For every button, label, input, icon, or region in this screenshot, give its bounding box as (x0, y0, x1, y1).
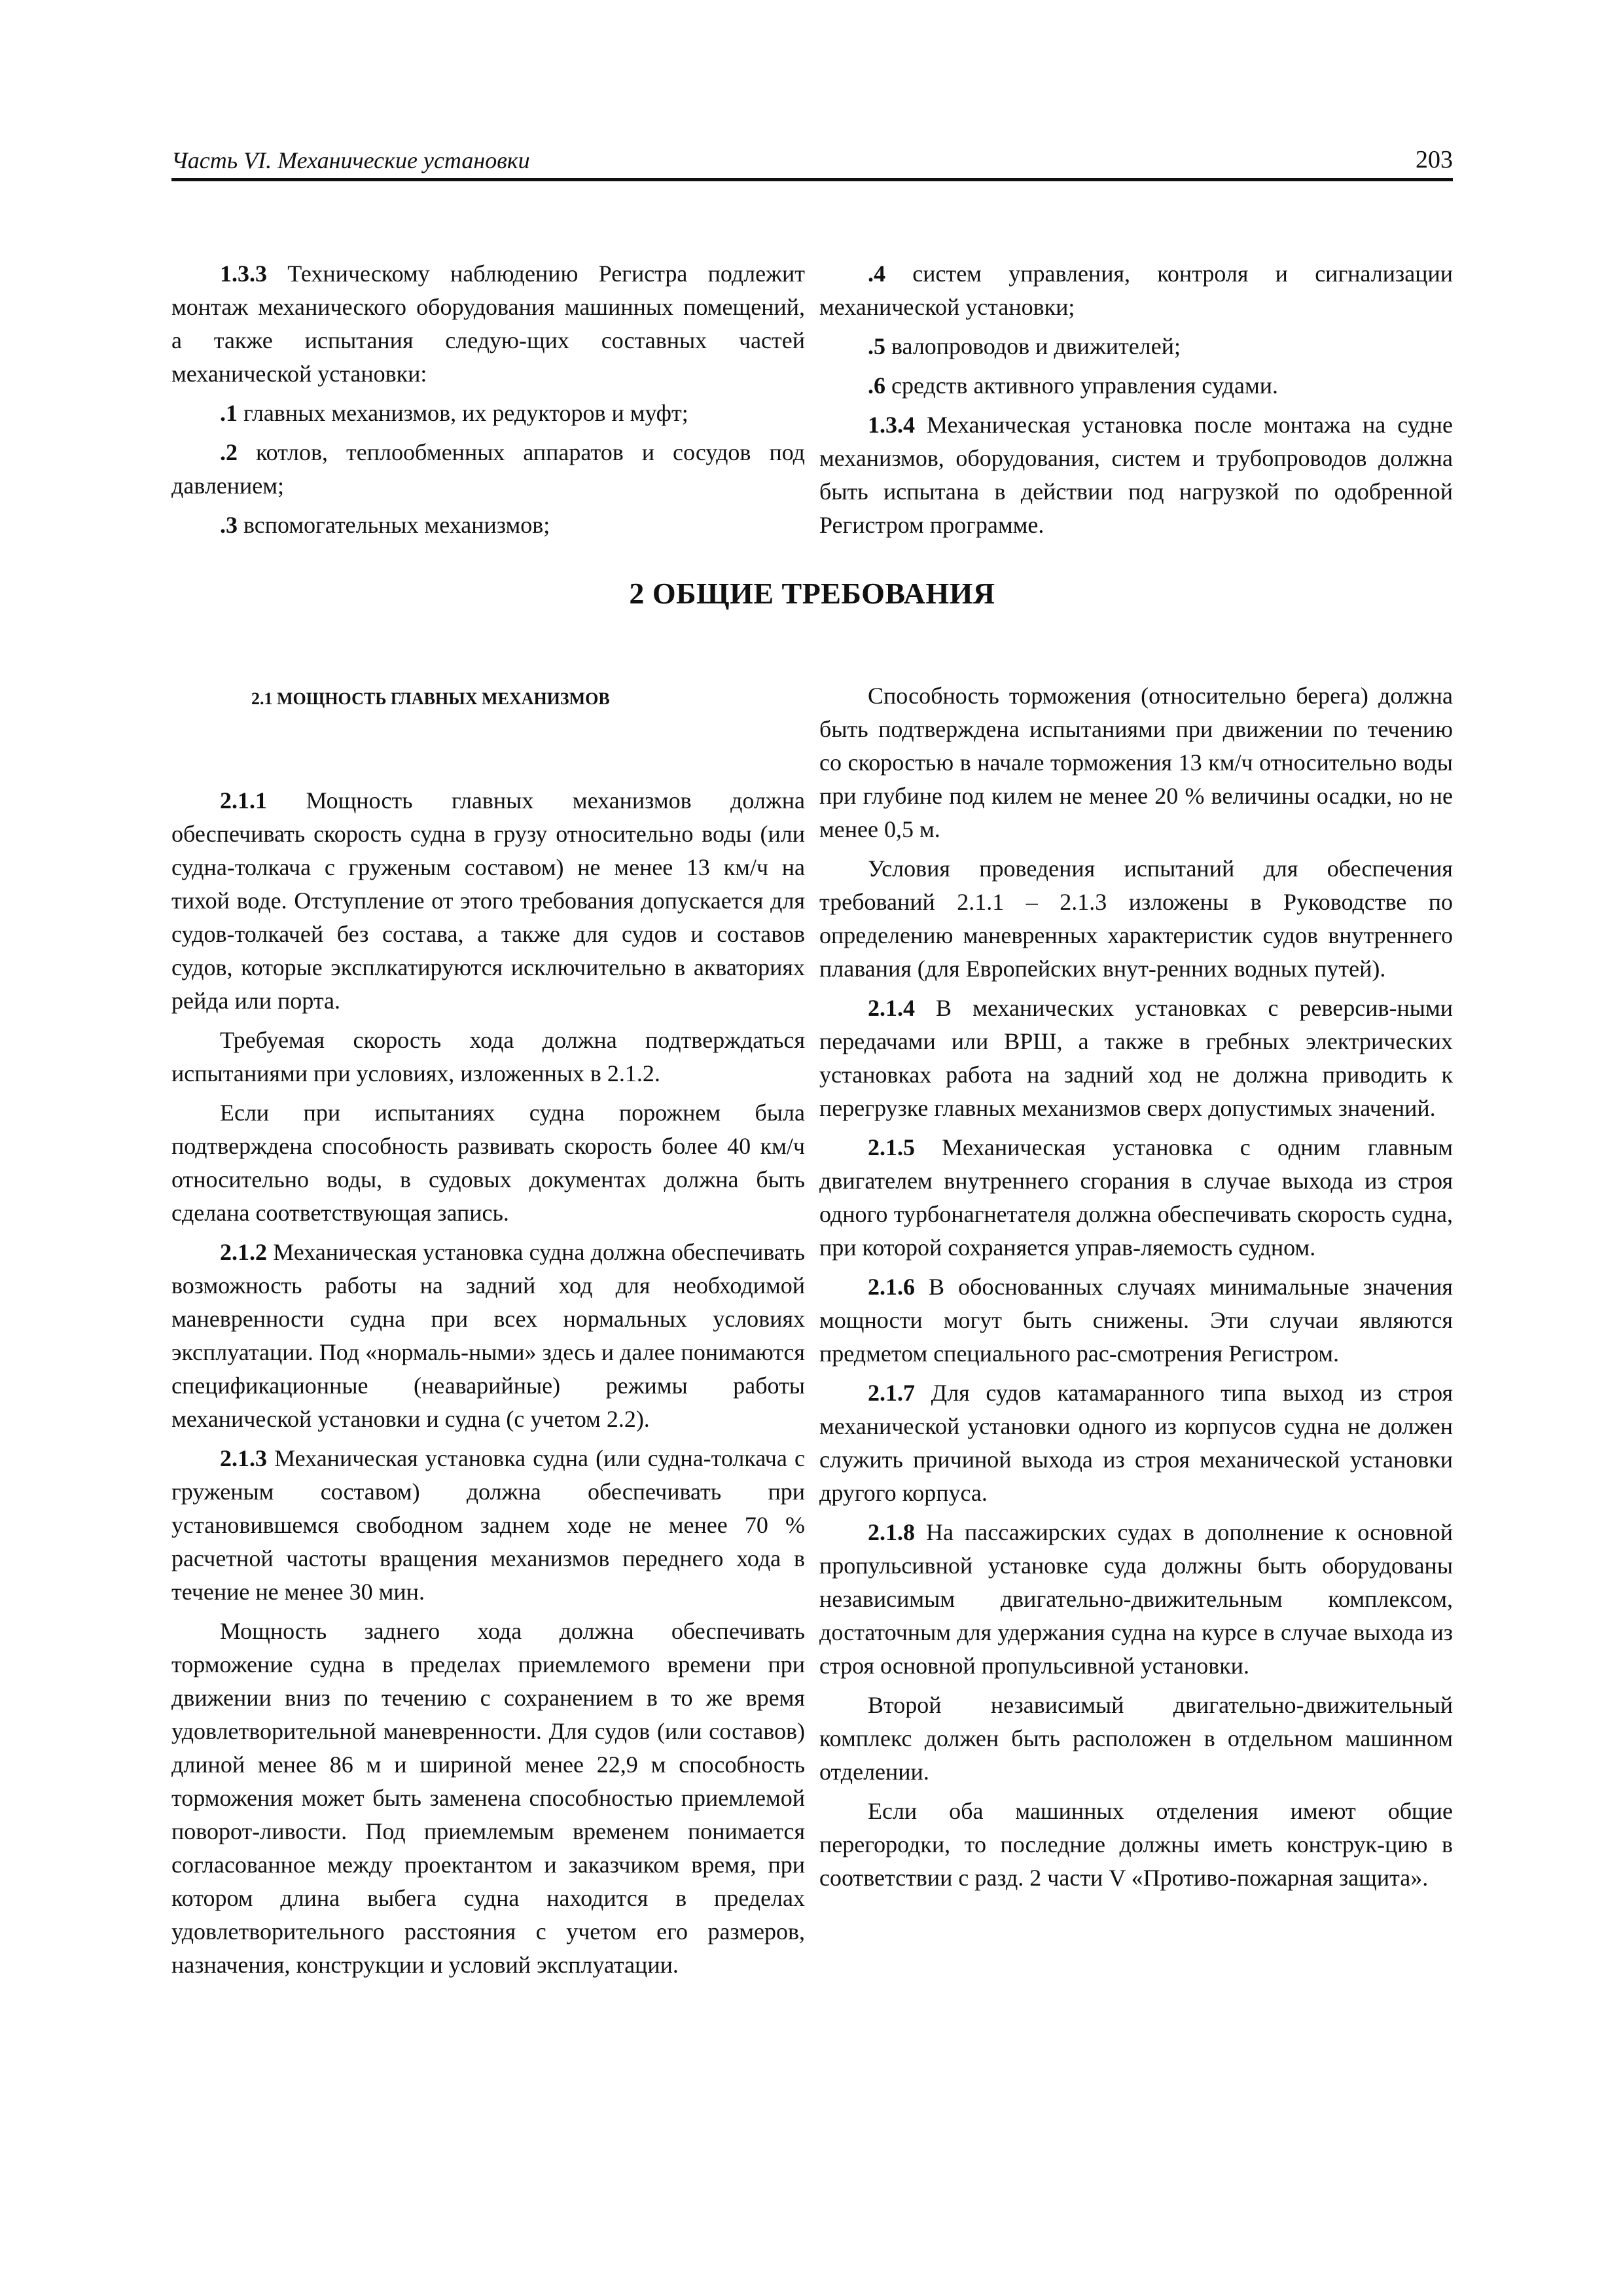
paragraph-text: систем управления, контроля и сигнализации механической установки; (819, 260, 1453, 320)
paragraph (171, 509, 805, 542)
paragraph-text: Требуемая скорость хода должна подтверждаться испытаниями при условиях, изложенных в 2.1.2. (171, 1027, 805, 1086)
paragraph-text: В механических установках с реверсив-ными передачами или ВРШ, а также в гребных электрических установках работа на задний ход не должна приводить к перегрузке главных механизмов сверх допустимых значений. (819, 995, 1453, 1121)
paragraph (819, 1376, 1453, 1510)
paragraph (171, 436, 805, 503)
paragraph-text: котлов, теплообменных аппаратов и сосудов под давлением; (171, 439, 805, 499)
paragraph (171, 257, 805, 391)
paragraph (171, 1096, 805, 1230)
clause-number: 2.1.5 (868, 1134, 915, 1160)
clause-number: .2 (220, 439, 238, 465)
paragraph (819, 992, 1453, 1125)
paragraph (819, 408, 1453, 542)
paragraph-text: Второй независимый двигательно-движительный комплекс должен быть расположен в отдельном машинном отделении. (819, 1692, 1453, 1785)
main-right-column (819, 679, 1453, 1895)
main-left-column (171, 784, 805, 1982)
paragraph (819, 1795, 1453, 1895)
paragraph-text: Механическая установка после монтажа на судне механизмов, оборудования, систем и трубопроводов должна быть испытана в действии под нагрузкой по одобренной Регистром программе. (819, 412, 1453, 538)
paragraph-text: На пассажирских судах в дополнение к основной пропульсивной установке суда должны быть оборудованы независимым двигательно-движительным комплексом, достаточным для удержания судна на курсе в случае выхода из строя основной пропульсивной установки. (819, 1519, 1453, 1679)
paragraph-text: средств активного управления судами. (885, 372, 1279, 399)
clause-number: 2.1.1 (220, 787, 267, 814)
paragraph-text: Механическая установка судна (или судна-толкача с груженым составом) должна обеспечивать при установившемся свободном заднем ходе не менее 70 % расчетной частоты вращения механизмов переднего хода в течение не менее 30 мин. (171, 1445, 805, 1605)
paragraph (819, 330, 1453, 363)
paragraph-text: вспомогательных механизмов; (238, 512, 550, 538)
paragraph (819, 1516, 1453, 1683)
clause-number: 2.1.2 (220, 1239, 267, 1265)
paragraph (171, 1024, 805, 1090)
paragraph (819, 1689, 1453, 1789)
clause-number: 1.3.4 (868, 412, 915, 438)
section-heading: 2 ОБЩИЕ ТРЕБОВАНИЯ (629, 577, 995, 610)
page-number: 203 (1416, 146, 1453, 173)
clause-number: 2.1.4 (868, 995, 915, 1021)
intro-left-column (171, 257, 805, 542)
subsection-heading: 2.1 МОЩНОСТЬ ГЛАВНЫХ МЕХАНИЗМОВ (251, 689, 610, 708)
paragraph (819, 679, 1453, 846)
intro-right-column (819, 257, 1453, 542)
paragraph (819, 257, 1453, 324)
paragraph-text: Техническому наблюдению Регистра подлежит монтаж механического оборудования машинных помещений, а также испытания следую-щих составных частей механической установки: (171, 260, 805, 387)
clause-number: .5 (868, 333, 885, 359)
running-title: Часть VI. Механические установки (171, 147, 530, 173)
clause-number: 2.1.7 (868, 1380, 915, 1406)
paragraph-text: Механическая установка судна должна обеспечивать возможность работы на задний ход для необходимой маневренности судна при всех нормальных условиях эксплуатации. Под «нормаль-ными» здесь и далее понимаются спецификационные (неаварийные) режимы работы механической установки и судна (с учетом 2.2). (171, 1239, 805, 1432)
clause-number: 2.1.3 (220, 1445, 267, 1471)
paragraph (819, 1270, 1453, 1371)
paragraph (819, 1131, 1453, 1265)
paragraph-text: Способность торможения (относительно берега) должна быть подтверждена испытаниями при движении по течению со скоростью в начале торможения 13 км/ч относительно воды при глубине под килем не менее 20 % величины осадки, но не менее 0,5 м. (819, 683, 1453, 842)
clause-number: .6 (868, 372, 885, 399)
paragraph (171, 784, 805, 1018)
paragraph (171, 1236, 805, 1436)
paragraph (819, 369, 1453, 403)
clause-number: .1 (220, 400, 238, 426)
paragraph-text: Мощность главных механизмов должна обеспечивать скорость судна в грузу относительно воды (или судна-толкача с груженым составом) не менее 13 км/ч на тихой воде. Отступление от этого требования допускается для судов-толкачей без состава, а также для судов и составов судов, которые эксплкатируются исключительно в акваториях рейда или порта. (171, 787, 805, 1014)
paragraph (171, 1442, 805, 1609)
clause-number: .3 (220, 512, 238, 538)
paragraph (819, 852, 1453, 986)
paragraph-text: Мощность заднего хода должна обеспечивать торможение судна в пределах приемлемого времени при движении вниз по течению с сохранением в то же время удовлетворительной маневренности. Для судов (или составов) длиной менее 86 м и шириной менее 22,9 м способность торможения может быть заменена способностью приемлемой поворот-ливости. Под приемлемым временем понимается согласованное между проектантом и заказчиком время, при котором длина выбега судна находится в пределах удовлетворительного расстояния с учетом его размеров, назначения, конструкции и условий эксплуатации. (171, 1618, 805, 1978)
paragraph (171, 397, 805, 430)
clause-number: 1.3.3 (220, 260, 267, 287)
paragraph-text: валопроводов и движителей; (885, 333, 1181, 359)
paragraph-text: Если оба машинных отделения имеют общие перегородки, то последние должны иметь конструк-цию в соответствии с разд. 2 части V «Противо-пожарная защита». (819, 1798, 1453, 1891)
paragraph-text: Если при испытаниях судна порожнем была подтверждена способность развивать скорость более 40 км/ч относительно воды, в судовых документах должна быть сделана соответствующая запись. (171, 1100, 805, 1226)
clause-number: 2.1.8 (868, 1519, 915, 1545)
paragraph-text: В обоснованных случаях минимальные значения мощности могут быть снижены. Эти случаи являются предметом специального рас-смотрения Регистром. (819, 1274, 1453, 1367)
paragraph (171, 1615, 805, 1982)
clause-number: .4 (868, 260, 885, 287)
paragraph-text: Условия проведения испытаний для обеспечения требований 2.1.1 – 2.1.3 изложены в Руководстве по определению маневренных характеристик судов внутреннего плавания (для Европейских внут-ренних водных путей). (819, 855, 1453, 982)
paragraph-text: главных механизмов, их редукторов и муфт; (238, 400, 688, 426)
paragraph-text: Для судов катамаранного типа выход из строя механической установки одного из корпусов судна не должен служить причиной выхода из строя механической установки другого корпуса. (819, 1380, 1453, 1506)
clause-number: 2.1.6 (868, 1274, 915, 1300)
running-header (171, 139, 1453, 181)
paragraph-text: Механическая установка с одним главным двигателем внутреннего сгорания в случае выхода из строя одного турбонагнетателя должна обеспечивать скорость судна, при которой сохраняется управ-ляемость судном. (819, 1134, 1453, 1261)
